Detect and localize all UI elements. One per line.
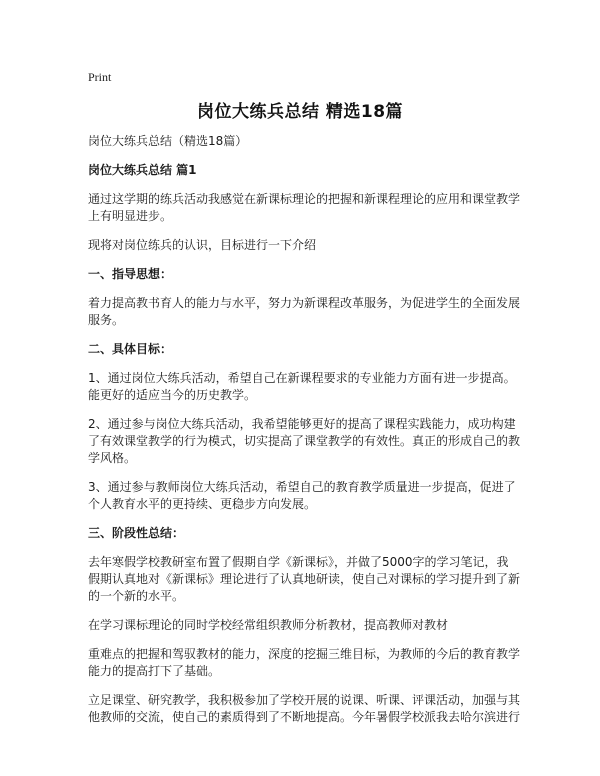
paragraph: 去年寒假学校教研室布置了假期自学《新课标》，并做了5000字的学习笔记，我假期认真地对《新课标》理论进行了认真地研读，使自己对课标的学习提升到了新的一个新的水平。 [88,555,521,603]
paragraph: 重难点的把握和驾驭教材的能力，深度的挖掘三维目标，为教师的今后的教育教学能力的提高打下了基础。 [88,647,521,678]
paragraph: 着力提高教书育人的能力与水平，努力为新课程改革服务，为促进学生的全面发展服务。 [88,296,521,327]
paragraph: 3、通过参与教师岗位大练兵活动，希望自己的教育教学质量进一步提高，促进了个人教育水平的更持续、更稳步方向发展。 [88,480,516,511]
subsection-heading: 一、指导思想： [88,267,173,281]
document-body [88,133,520,738]
document-subtitle: 岗位大练兵总结（精选18篇） [88,134,248,148]
subsection-heading: 三、阶段性总结： [88,526,185,540]
paragraph: 现将对岗位练兵的认识，目标进行一下介绍 [88,238,317,252]
paragraph: 通过这学期的练兵活动我感觉在新课标理论的把握和新课程理论的应用和课堂教学上有明显进步。 [88,192,521,223]
document-title: 岗位大练兵总结 精选18篇 [196,102,404,122]
paragraph: 2、通过参与岗位大练兵活动，我希望能够更好的提高了课程实践能力，成功构建了有效课堂教学的行为模式，切实提高了课堂教学的有效性。真正的形成自己的教学风格。 [88,417,521,465]
print-link[interactable]: Print [88,70,112,84]
subsection-heading: 二、具体目标： [88,342,173,356]
paragraph: 立足课堂、研究教学，我积极参加了学校开展的说课、听课、评课活动，加强与其他教师的交流，使自己的素质得到了不断地提高。今年暑假学校派我去哈尔滨进行 [88,693,521,724]
paragraph: 1、通过岗位大练兵活动，希望自己在新课程要求的专业能力方面有进一步提高。能更好的适应当今的历史教学。 [88,371,516,402]
paragraph: 在学习课标理论的同时学校经常组织教师分析教材，提高教师对教材 [88,618,449,632]
section-heading: 岗位大练兵总结 篇1 [88,163,197,177]
